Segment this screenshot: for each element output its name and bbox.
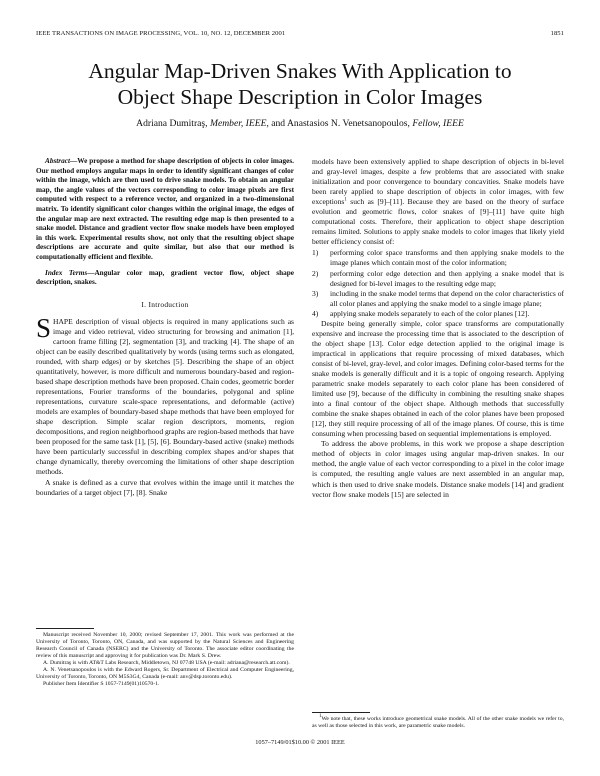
paper-title — [30, 58, 570, 110]
right-column — [312, 157, 564, 730]
list-item — [312, 289, 564, 309]
footnote-manuscript: Manuscript received November 10, 2000; revised September 17, 2001. This work was performed at the University of Toronto, Toronto, ON, Canada, and was supported by the Natural Sciences and Engineering Research Council of Canada (NSERC) and the University of Toronto. The associate editor coordinating the review of this manuscript and approving it for publication was Dr. Mark S. Drew. — [36, 632, 294, 660]
index-terms-label: Index Terms — [45, 268, 88, 277]
intro-paragraph-2: A snake is defined as a curve that evolves within the image until it matches the boundaries of a target object [7], [8]. Snake — [36, 477, 294, 497]
footnote-rule — [36, 628, 94, 629]
list-text: applying snake models separately to each of the color planes [12]. — [330, 308, 530, 318]
list-text: including in the snake model terms that depend on the color characteristics of all color planes and applying the snake model to a single image plane; — [330, 288, 564, 308]
journal-name: IEEE TRANSACTIONS ON IMAGE PROCESSING, VOL. 10, NO. 12, DECEMBER 2001 — [36, 30, 286, 37]
list-item — [312, 269, 564, 289]
footnote-number: 1 — [319, 714, 322, 720]
list-text: performing color edge detection and then applying a snake model that is designed for bi-level images to the resulting edge map; — [330, 268, 564, 288]
right-text-1a: models have been extensively applied to shape description of objects in bi-level and gray-level images, despite a few problems that are associated with snake initialization and poor convergence to boundary concavities. Snake models have been rarely applied to shape description of objects in color images, with few exceptions — [312, 157, 564, 207]
abstract — [36, 157, 294, 263]
list-number: 4) — [312, 308, 319, 318]
copyright-code: 1057–7149/01$10.00 © 2001 IEEE — [255, 739, 345, 746]
drop-cap: S — [36, 312, 52, 343]
abstract-text: —We propose a method for shape description of objects in color images. Our method employs angular maps in order to identify significant changes of color within the image, which are then used to drive snake models. To obtain an angular map, the angle values of the vectors corresponding to color image pixels are first computed with respect to a reference vector, and organized in a two-dimensional matrix. To identify significant color changes within the original image, the edges of the angular map are next extracted. The resulting edge map is then presented to a snake model. Distance and gradient vector flow snake models have been employed in this work. Experimental results show, not only that the resulting object shape descriptions are accurate and quite similar, but also that our method is computationally efficient and flexible. — [36, 157, 294, 261]
list-number: 3) — [312, 288, 319, 298]
author-2: and Anastasios N. Venetsanopoulos, — [268, 118, 410, 129]
intro-paragraph-1 — [36, 312, 294, 478]
right-paragraph-2: Despite being generally simple, color space transforms are computationally expensive and increase the processing time that is associated to the description of the object shape [13]. Color edge detection applied to the original image is impractical in applications that require processing of mixed databases, which consist of bi-level, gray-level, and color images. Defining color-based terms for the snake models is generally difficult and it is a topic of ongoing research. Applying parametric snake models separately to each color plane has been considered of limited use [9], because of the difficulty in combining the resulting snake shapes into a final contour of the object shape. Although methods that successfully combine the snake shapes obtained in each of the color planes have been proposed [12], they still require processing of all of the image planes. Of course, this is time consuming when processing based on sequential implementations is employed. — [312, 318, 564, 439]
list-item — [312, 309, 564, 319]
footnote-identifier: Publisher Item Identifier S 1057-7149(01)10570-1. — [43, 681, 160, 688]
list-text: performing color space transforms and then applying snake models to the image planes which contain most of the color information; — [330, 248, 564, 268]
footnote-author-1: A. Dumitraş is with AT&T Labs Research, Middletown, NJ 07748 USA (e-mail: adriana@research.att.com). — [43, 660, 290, 667]
title-line-2: Object Shape Description in Color Images — [117, 85, 483, 109]
author-2-role: Fellow, IEEE — [412, 118, 464, 129]
section-heading: I. Introduction — [141, 299, 189, 309]
list-number: 2) — [312, 268, 319, 278]
right-paragraph-1 — [312, 157, 564, 247]
right-text-1b: such as [9]–[11]. Because they are based on the theory of surface evolution and geometric flows, color snakes of [9]–[11] have quite high computational costs. Therefore, their application to object shape description remains limited. Solutions to apply snake models to color images that likely yield better efficiency consist of: — [312, 197, 564, 247]
footnote-marker: 1 — [344, 197, 347, 203]
author-1-role: Member, IEEE, — [209, 118, 269, 129]
footnote-rule — [312, 712, 370, 713]
right-paragraph-3: To address the above problems, in this work we propose a shape description method of objects in color images using angular map-driven snakes. In our method, the angle value of each vector corresponding to a pixel in the color image is computed, the resulting angle values are next assembled in an angular map, which is then used to drive snake models. Distance snake models [14] and gradient vector flow snake models [15] are selected in — [312, 439, 564, 499]
index-terms-text: —Angular color map, gradient vector flow, object shape description, snakes. — [36, 268, 294, 287]
list-item — [312, 248, 564, 268]
footnotes-left — [36, 628, 294, 688]
intro-text-1: HAPE description of visual objects is required in many applications such as image and video retrieval, video structuring for browsing and animation [1], cartoon frame filling [2], segmentation [3], and tracking [4]. The shape of an object can be easily described qualitatively by words (using terms such as elongated, rounded, with sharp edges) or by sketches [5]. Describing the shape of an object quantitatively, however, is more difficult and numerous boundary-based and region-based shape description methods have been proposed. Chain codes, geometric border representations, Fourier transforms of the boundaries, polygonal and spline representations, curvature scale-space representations, and deformable (active) models are examples of boundary-based shape methods that have been employed for shape description. Simple scalar region descriptors, moments, region decompositions, and region neighborhood graphs are region-based methods that have been proposed for the same task [1], [5], [6]. Boundary-based active (snake) methods have been particularly successful in describing complex shapes and/or shapes that change dynamically, thereby overcoming the limitations of other shape description methods. — [36, 316, 294, 477]
solution-list — [312, 248, 564, 318]
index-terms — [36, 269, 294, 288]
footnote-author-2: A. N. Venetsanopoulos is with the Edward Rogers, Sr. Department of Electrical and Computer Engineering, University of Toronto, Toronto, ON M5S3G4, Canada (e-mail: anv@dsp.toronto.edu). — [36, 667, 294, 681]
footnote-1 — [312, 716, 564, 730]
list-number: 1) — [312, 248, 319, 258]
page-number: 1851 — [550, 30, 564, 37]
author-line — [30, 118, 570, 129]
author-1: Adriana Dumitraş, — [136, 118, 208, 129]
footnote-right — [312, 712, 564, 730]
title-line-1: Angular Map-Driven Snakes With Application to — [88, 59, 512, 83]
abstract-label: Abstract — [45, 157, 70, 165]
footnote-text: We note that, these works introduce geometrical snake models. All of the other snake models we refer to, as well as those selected in this work, are parametric snake models. — [312, 716, 564, 730]
left-column — [36, 157, 294, 498]
running-header — [36, 30, 564, 42]
